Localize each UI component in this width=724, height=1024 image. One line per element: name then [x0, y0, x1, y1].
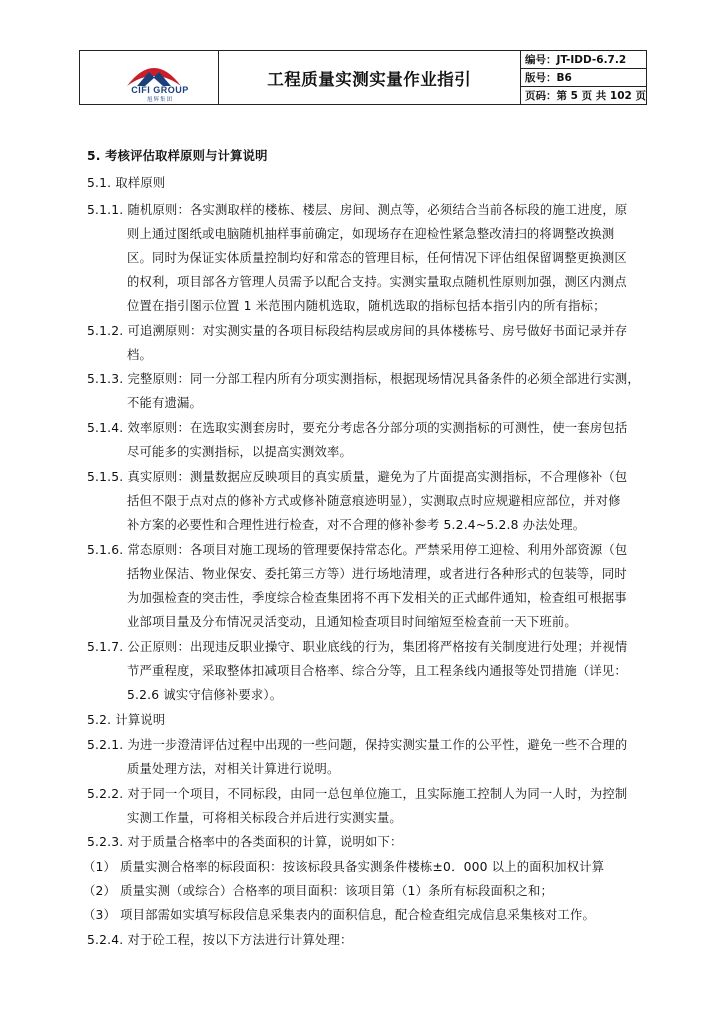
paragraph-line: 业部项目量及分布情况灵活变动，且通知检查项目时间缩短至检查前一天下班前。 — [127, 615, 577, 629]
paragraph-line: 5.1.7. 公正原则：出现违反职业操守、职业底线的行为，集团将严格按有关制度进行处理；并视情 — [87, 640, 628, 654]
paragraph-line: 节严重程度，采取整体扣减项目合格率、综合分等，且工程条线内通报等处罚措施（详见： — [127, 664, 627, 678]
paragraph-line: 5.2.3. 对于质量合格率中的各类面积的计算，说明如下： — [87, 835, 403, 849]
paragraph-line: 5.1.4. 效率原则：在选取实测套房时，要充分考虑各分部分项的实测指标的可测性，使一套房包括 — [87, 421, 628, 435]
paragraph-line: 5.2.6 诚实守信修补要求）。 — [127, 688, 283, 702]
paragraph-line: 区。同时为保证实体质量控制均好和常态的管理目标，任何情况下评估组保留调整更换测区 — [127, 251, 627, 265]
logo-cell — [80, 51, 219, 104]
subsection-heading: 5.1. 取样原则 — [87, 176, 166, 190]
paragraph-line: 5.2.1. 为进一步澄清评估过程中出现的一些问题，保持实测实量工作的公平性，避免一些不合理的 — [87, 738, 628, 752]
paragraph-line: 的权利，项目部各方管理人员需予以配合支持。实测实量取点随机性原则加强，测区内测点 — [127, 275, 627, 289]
paragraph-line: 5.1.5. 真实原则：测量数据应反映项目的真实质量，避免为了片面提高实测指标，不合理修补（包 — [87, 470, 628, 484]
paragraph-line: 补方案的必要性和合理性进行检查，对不合理的修补参考 5.2.4~5.2.8 办法处理。 — [127, 518, 586, 532]
title-cell — [219, 51, 521, 104]
paragraph-line: 5.1.1. 随机原则：各实测取样的楼栋、楼层、房间、测点等，必须结合当前各标段的施工进度，原 — [87, 203, 628, 217]
paragraph-line: 5.1.6. 常态原则：各项目对施工现场的管理要保持常态化。严禁采用停工迎检、利用外部资源（包 — [87, 543, 628, 557]
document-code: 编号：JT-IDD-6.7.2 — [524, 54, 627, 66]
paragraph-line: 5.2.2. 对于同一个项目，不同标段，由同一总包单位施工，且实际施工控制人为同一人时，为控制 — [87, 787, 628, 801]
paragraph-line: 5.1.2. 可追溯原则：对实测实量的各项目标段结构层或房间的具体楼栋号、房号做好书面记录并存 — [87, 324, 628, 338]
paragraph-line: 尽可能多的实测指标，以提高实测效率。 — [127, 445, 352, 459]
paragraph-line: 档。 — [127, 348, 152, 362]
paragraph-line: 质量处理方法，对相关计算进行说明。 — [127, 762, 340, 776]
section-heading: 5. 考核评估取样原则与计算说明 — [87, 149, 268, 163]
meta-cell — [521, 51, 646, 104]
company-name-cn: 旭辉集团 — [146, 97, 173, 103]
paragraph-line: 括但不限于点对点的修补方式或修补随意痕迹明显），实测取点时应规避相应部位，并对修 — [127, 494, 621, 508]
paragraph-line: 5.2.4. 对于砼工程，按以下方法进行计算处理： — [87, 933, 353, 947]
list-item: （1） 质量实测合格率的标段面积：按该标段具备实测条件楼栋±0．000 以上的面积加权计算 — [83, 860, 605, 874]
list-item: （3） 项目部需如实填写标段信息采集表内的面积信息，配合检查组完成信息采集核对工作。 — [83, 908, 596, 922]
paragraph-line: 位置在指引图示位置 1 米范围内随机选取，随机选取的指标包括本指引内的所有指标； — [127, 299, 606, 313]
document-header — [79, 50, 647, 105]
paragraph-line: 5.1.3. 完整原则：同一分部工程内所有分项实测指标，根据现场情况具备条件的必须全部进行实测， — [87, 372, 640, 386]
paragraph-line: 则上通过图纸或电脑随机抽样事前确定，如现场存在迎检性紧急整改清扫的将调整改换测 — [127, 227, 615, 241]
paragraph-line: 实测工作量，可将相关标段合并后进行实测实量。 — [127, 811, 402, 825]
paragraph-line: 括物业保洁、物业保安、委托第三方等）进行场地清理，或者进行各种形式的包装等，同时 — [127, 567, 627, 581]
subsection-heading: 5.2. 计算说明 — [87, 713, 166, 727]
document-title: 工程质量实测实量作业指引 — [267, 69, 472, 89]
paragraph-line: 为加强检查的突击性，季度综合检查集团将不再下发相关的正式邮件通知，检查组可根据事 — [127, 591, 627, 605]
company-name-en: CIFI GROUP — [131, 85, 189, 95]
page-number: 页码：第 5 页 共 102 页 — [521, 86, 646, 104]
document-version: 版号：B6 — [521, 68, 646, 86]
list-item: （2） 质量实测（或综合）合格率的项目面积：该项目第（1）条所有标段面积之和； — [83, 884, 554, 898]
paragraph-line: 不能有遗漏。 — [127, 396, 202, 410]
